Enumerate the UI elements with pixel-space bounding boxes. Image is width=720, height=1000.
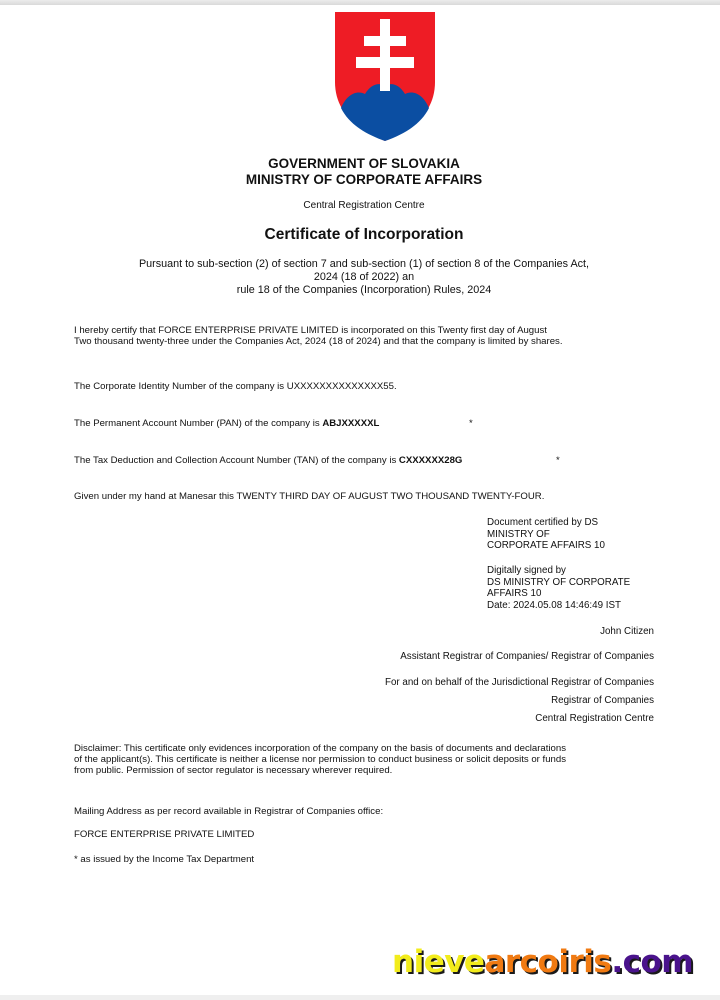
watermark-part-2: arcoiris	[484, 944, 612, 980]
viewer-top-bar	[0, 0, 720, 5]
tan-footnote-marker: *	[556, 455, 560, 466]
disclaimer-line-3: from public. Permission of sector regulator is necessary wherever required.	[74, 765, 393, 776]
cin-statement: The Corporate Identity Number of the company is UXXXXXXXXXXXXXX55.	[74, 381, 397, 392]
disclaimer-line-1: Disclaimer: This certificate only evidences incorporation of the company on the basis of documents and declarations	[74, 743, 567, 754]
certify-statement	[74, 325, 563, 347]
pursuant-line-1: Pursuant to sub-section (2) of section 7 and sub-section (1) of section 8 of the Companies Act,	[138, 258, 590, 270]
slovakia-coat-of-arms-icon	[333, 12, 437, 141]
signatory-role: Assistant Registrar of Companies/ Registrar of Companies	[400, 651, 654, 662]
certified-line-2: MINISTRY OF	[487, 528, 550, 540]
disclaimer	[74, 743, 566, 776]
certified-line-1: Document certified by DS	[487, 517, 599, 528]
government-heading: GOVERNMENT OF SLOVAKIA	[268, 156, 460, 171]
certification-block	[487, 517, 605, 552]
signed-date: Date: 2024.05.08 14:46:49 IST	[487, 599, 621, 611]
pursuant-line-2: 2024 (18 of 2022) an	[313, 271, 415, 283]
certify-line-2: Two thousand twenty-three under the Companies Act, 2024 (18 of 2024) and that the company is limited by shares.	[74, 336, 563, 347]
signed-line-3: AFFAIRS 10	[487, 588, 542, 599]
certified-line-3: CORPORATE AFFAIRS 10	[487, 540, 605, 551]
tan-statement	[74, 455, 462, 466]
pan-label: The Permanent Account Number (PAN) of the company is	[74, 418, 323, 429]
registrar-line: Registrar of Companies	[551, 695, 654, 706]
tan-value: CXXXXXX28G	[398, 455, 463, 466]
certificate-title: Certificate of Incorporation	[264, 226, 464, 243]
pan-statement	[74, 418, 379, 429]
watermark-part-1: nieve	[392, 944, 485, 980]
mailing-address-label: Mailing Address as per record available in Registrar of Companies office:	[74, 806, 384, 817]
tan-label: The Tax Deduction and Collection Account Number (TAN) of the company is	[74, 455, 399, 466]
disclaimer-line-2: of the applicant(s). This certificate is neither a license nor permission to conduct business or solicit deposits or funds	[74, 754, 567, 765]
signatory-name: John Citizen	[600, 626, 654, 637]
digital-signature-block	[487, 565, 630, 611]
pan-footnote-marker: *	[469, 418, 473, 429]
centre-line: Central Registration Centre	[535, 713, 654, 724]
mailing-address-name: FORCE ENTERPRISE PRIVATE LIMITED	[74, 829, 255, 840]
certify-line-1: I hereby certify that FORCE ENTERPRISE PRIVATE LIMITED is incorporated on this Twenty first day of August	[74, 325, 547, 336]
signed-line-1: Digitally signed by	[487, 565, 566, 576]
watermark-part-3: .com	[611, 944, 694, 980]
viewer-bottom-bar	[0, 995, 720, 1000]
given-statement: Given under my hand at Manesar this TWENTY THIRD DAY OF AUGUST TWO THOUSAND TWENTY-FOUR.	[74, 491, 545, 502]
tax-footnote: * as issued by the Income Tax Department	[74, 854, 255, 865]
signed-line-2: DS MINISTRY OF CORPORATE	[487, 576, 631, 588]
watermark-logo	[392, 944, 693, 980]
pan-value: ABJXXXXXL	[322, 418, 380, 429]
registration-centre-label: Central Registration Centre	[303, 200, 425, 211]
ministry-heading: MINISTRY OF CORPORATE AFFAIRS	[245, 172, 483, 187]
pursuant-line-3: rule 18 of the Companies (Incorporation) Rules, 2024	[236, 284, 492, 296]
on-behalf-line: For and on behalf of the Jurisdictional Registrar of Companies	[384, 677, 654, 688]
